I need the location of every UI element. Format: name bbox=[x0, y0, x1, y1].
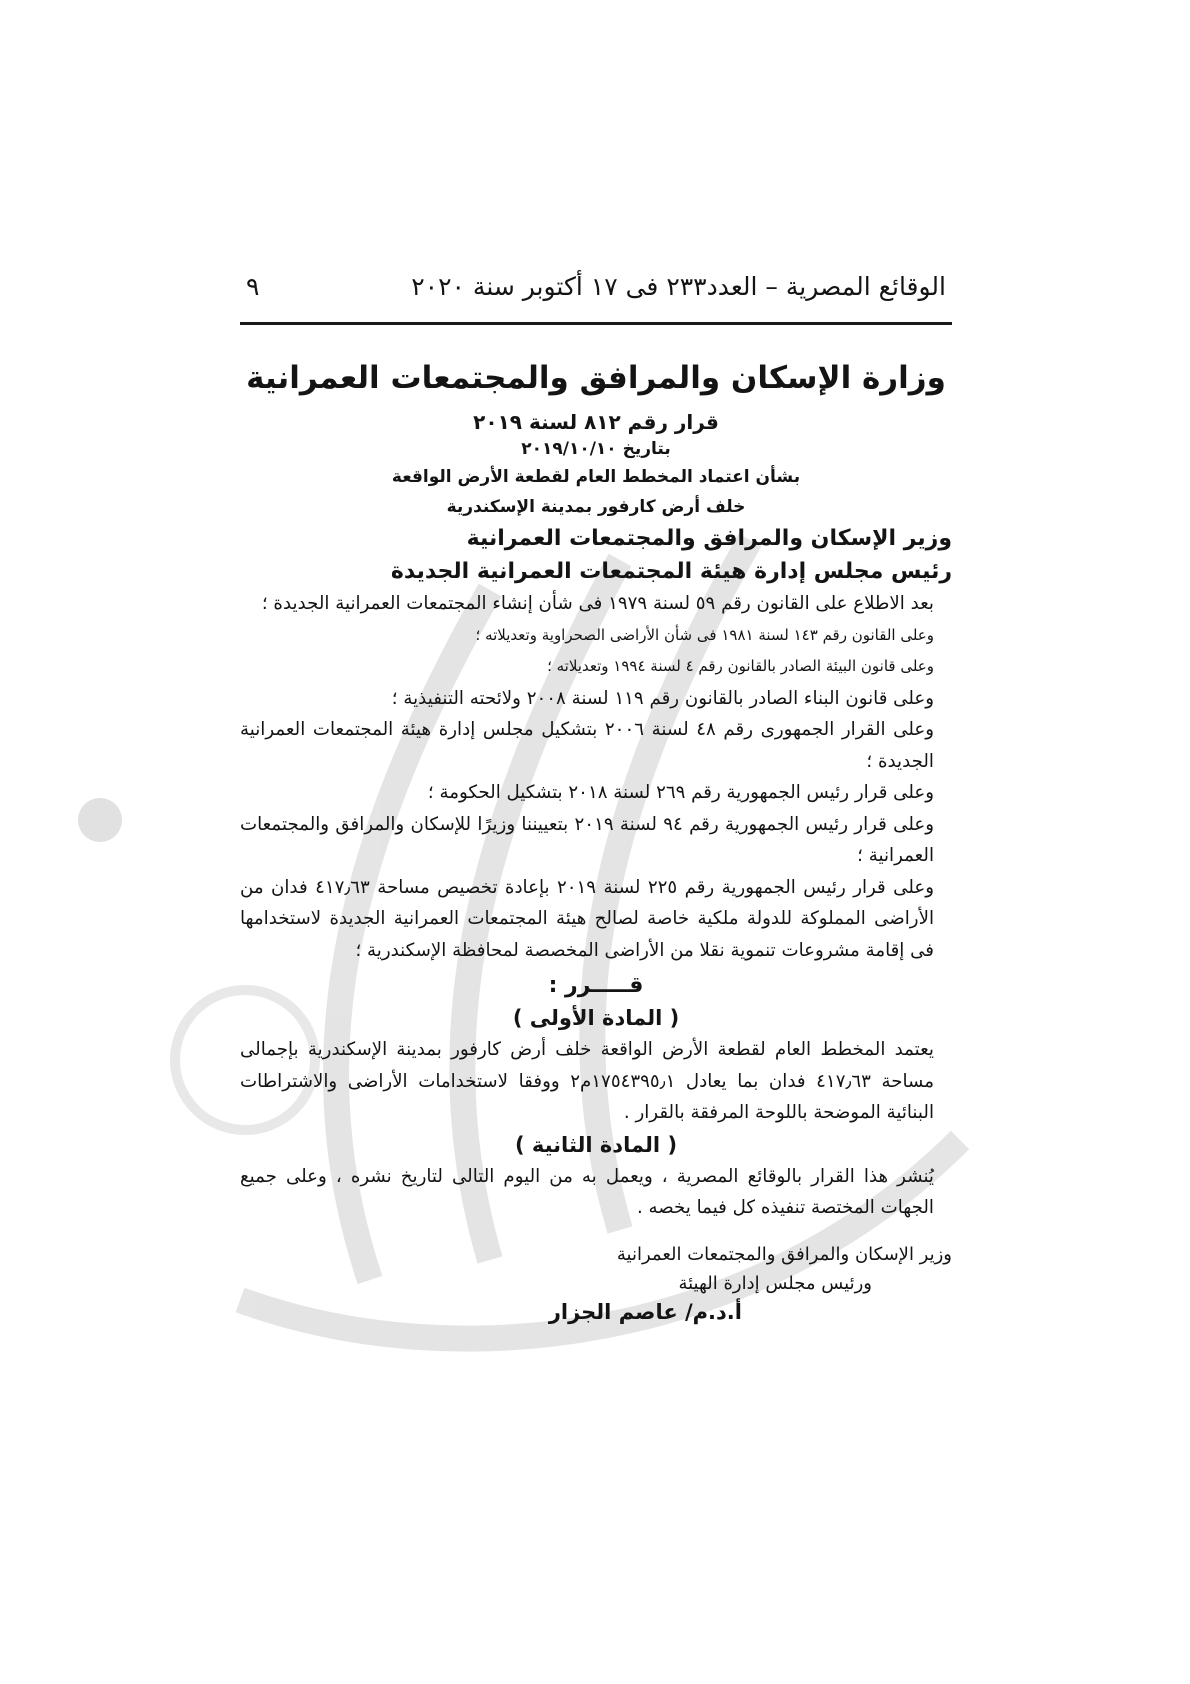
preamble-paragraph: وعلى القرار الجمهورى رقم ٤٨ لسنة ٢٠٠٦ بتشكيل مجلس إدارة هيئة المجتمعات العمرانية الجديدة ؛ bbox=[240, 719, 934, 772]
preamble-paragraph: وعلى قرار رئيس الجمهورية رقم ٢٦٩ لسنة ٢٠١٨ بتشكيل الحكومة ؛ bbox=[427, 782, 934, 803]
article-body bbox=[240, 1034, 952, 1129]
decides-heading: قـــــرر : bbox=[548, 973, 644, 998]
signatory-name: أ.د.م/ عاصم الجزار bbox=[548, 1299, 742, 1324]
gazette-issue-title: الوقائع المصرية – العدد٢٣٣ فى ١٧ أكتوبر سنة ٢٠٢٠ bbox=[411, 272, 946, 301]
article-body bbox=[240, 1161, 952, 1224]
issuer-title: رئيس مجلس إدارة هيئة المجتمعات العمرانية الجديدة bbox=[390, 559, 952, 584]
preamble-paragraph: وعلى قانون البيئة الصادر بالقانون رقم ٤ لسنة ١٩٩٤ وتعديلاته ؛ bbox=[547, 657, 934, 675]
preamble bbox=[240, 588, 952, 966]
decree-subject-line: خلف أرض كارفور بمدينة الإسكندرية bbox=[446, 497, 746, 517]
signatory-title: ورئيس مجلس إدارة الهيئة bbox=[678, 1272, 872, 1294]
preamble-paragraph: وعلى قانون البناء الصادر بالقانون رقم ١١٩ لسنة ٢٠٠٨ ولائحته التنفيذية ؛ bbox=[391, 687, 934, 709]
page-number: ٩ bbox=[246, 272, 260, 301]
decree-number: قرار رقم ٨١٢ لسنة ٢٠١٩ bbox=[473, 410, 719, 434]
article-paragraph: يعتمد المخطط العام لقطعة الأرض الواقعة خلف أرض كارفور بمدينة الإسكندرية بإجمالى مساحة ٤١٧٫٦٣ فدان بما يعادل ١٧٥٤٣٩٥٫١م٢ ووفقا لاستخدامات الأراضى والاشتراطات البنائية الموضحة باللوحة المرفقة بالقرار . bbox=[240, 1039, 934, 1123]
signatory-title: وزير الإسكان والمرافق والمجتمعات العمرانية bbox=[616, 1243, 952, 1265]
signature-block bbox=[240, 1240, 952, 1327]
document-body bbox=[240, 356, 952, 1327]
page-header bbox=[240, 268, 952, 320]
article-title: ( المادة الثانية ) bbox=[514, 1132, 678, 1157]
issuer-title: وزير الإسكان والمرافق والمجتمعات العمرانية bbox=[466, 526, 952, 551]
article-paragraph: يُنشر هذا القرار بالوقائع المصرية ، ويعمل به من اليوم التالى لتاريخ نشره ، وعلى جميع الجهات المختصة تنفيذه كل فيما يخصه . bbox=[240, 1165, 934, 1218]
decree-subject-line: بشأن اعتماد المخطط العام لقطعة الأرض الواقعة bbox=[391, 467, 801, 487]
preamble-paragraph: وعلى قرار رئيس الجمهورية رقم ٩٤ لسنة ٢٠١٩ بتعييننا وزيرًا للإسكان والمرافق والمجتمعات العمرانية ؛ bbox=[240, 813, 934, 866]
header-divider bbox=[240, 322, 952, 325]
article-title: ( المادة الأولى ) bbox=[512, 1006, 680, 1030]
preamble-paragraph: وعلى القانون رقم ١٤٣ لسنة ١٩٨١ فى شأن الأراضى الصحراوية وتعديلاته ؛ bbox=[475, 625, 934, 644]
preamble-paragraph: بعد الاطلاع على القانون رقم ٥٩ لسنة ١٩٧٩ فى شأن إنشاء المجتمعات العمرانية الجديدة ؛ bbox=[261, 593, 934, 614]
decree-date: بتاريخ ٢٠١٩/١٠/١٠ bbox=[521, 439, 671, 459]
ministry-title: وزارة الإسكان والمرافق والمجتمعات العمرانية bbox=[246, 360, 946, 396]
preamble-paragraph: وعلى قرار رئيس الجمهورية رقم ٢٢٥ لسنة ٢٠١٩ بإعادة تخصيص مساحة ٤١٧٫٦٣ فدان من الأراضى المملوكة للدولة ملكية خاصة لصالح هيئة المجتمعات العمرانية الجديدة لاستخدامها فى إقامة مشروعات تنموية نقلا من الأراضى المخصصة لمحافظة الإسكندرية ؛ bbox=[240, 876, 934, 961]
